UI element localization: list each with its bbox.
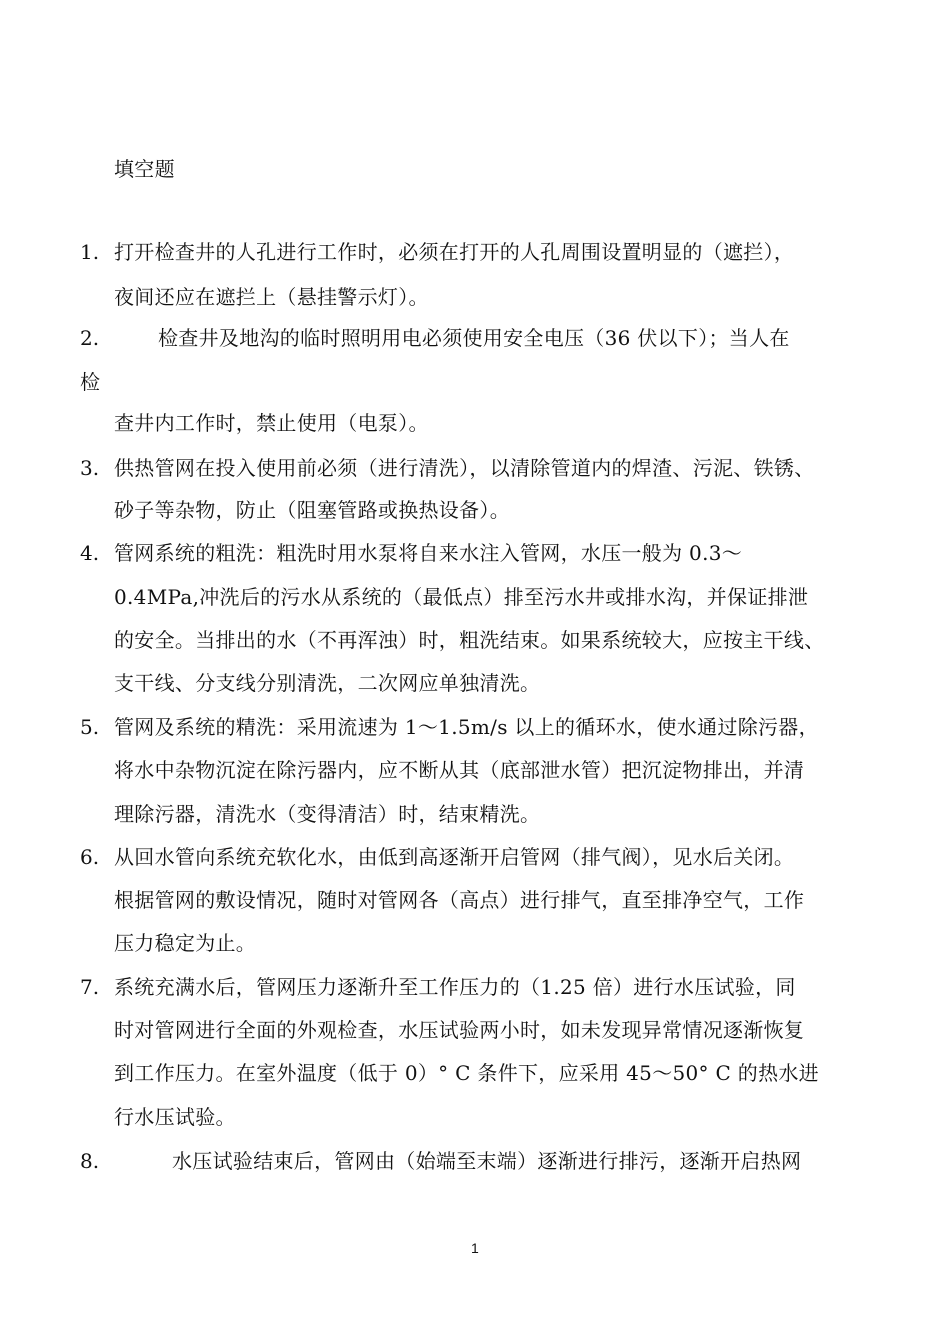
item-line: 管网系统的粗洗：粗洗时用水泵将自来水注入管网，水压一般为 0.3～ — [114, 541, 743, 565]
item-line: 时对管网进行全面的外观检查，水压试验两小时，如未发现异常情况逐渐恢复 — [114, 1018, 805, 1042]
page-number: 1 — [471, 1240, 479, 1256]
item-line: 到工作压力。在室外温度（低于 0）° C 条件下，应采用 45～50° C 的热水进 — [114, 1061, 819, 1085]
item-line: 水压试验结束后，管网由（始端至末端）逐渐进行排污，逐渐开启热网 — [172, 1149, 802, 1173]
item-number: 2. — [80, 326, 100, 350]
item-line: 将水中杂物沉淀在除污器内，应不断从其（底部泄水管）把沉淀物排出，并清 — [114, 758, 805, 782]
item-line: 行水压试验。 — [114, 1105, 236, 1129]
item-line: 的安全。当排出的水（不再浑浊）时，粗洗结束。如果系统较大，应按主干线、 — [114, 628, 825, 652]
item-number: 3. — [80, 456, 100, 480]
item-number: 5. — [80, 715, 100, 739]
item-line: 压力稳定为止。 — [114, 931, 257, 955]
item-line: 检查井及地沟的临时照明用电必须使用安全电压（36 伏以下）；当人在 — [158, 326, 790, 350]
item-line: 砂子等杂物，防止（阻塞管路或换热设备）。 — [114, 498, 510, 522]
item-line: 根据管网的敷设情况，随时对管网各（高点）进行排气，直至排净空气，工作 — [114, 888, 805, 912]
item-line: 理除污器，清洗水（变得清洁）时，结束精洗。 — [114, 802, 541, 826]
item-number: 1. — [80, 240, 100, 264]
item-line: 查井内工作时，禁止使用（电泵）。 — [114, 411, 429, 435]
item-line: 0.4MPa,冲洗后的污水从系统的（最低点）排至污水井或排水沟，并保证排泄 — [114, 585, 809, 609]
item-line: 从回水管向系统充软化水，由低到高逐渐开启管网（排气阀），见水后关闭。 — [114, 845, 795, 869]
item-line: 系统充满水后，管网压力逐渐升至工作压力的（1.25 倍）进行水压试验，同 — [114, 975, 796, 999]
item-line: 管网及系统的精洗：采用流速为 1～1.5m/s 以上的循环水，使水通过除污器， — [114, 715, 819, 739]
page-heading: 填空题 — [114, 157, 175, 181]
item-line: 打开检查井的人孔进行工作时，必须在打开的人孔周围设置明显的（遮拦）， — [114, 240, 795, 264]
item-number: 7. — [80, 975, 100, 999]
item-number: 6. — [80, 845, 100, 869]
item-line: 夜间还应在遮拦上（悬挂警示灯）。 — [114, 285, 429, 309]
item-line: 供热管网在投入使用前必须（进行清洗），以清除管道内的焊渣、污泥、铁锈、 — [114, 456, 815, 480]
item-line: 检 — [80, 370, 101, 394]
item-number: 8. — [80, 1149, 100, 1173]
item-number: 4. — [80, 541, 100, 565]
item-line: 支干线、分支线分别清洗，二次网应单独清洗。 — [114, 671, 541, 695]
